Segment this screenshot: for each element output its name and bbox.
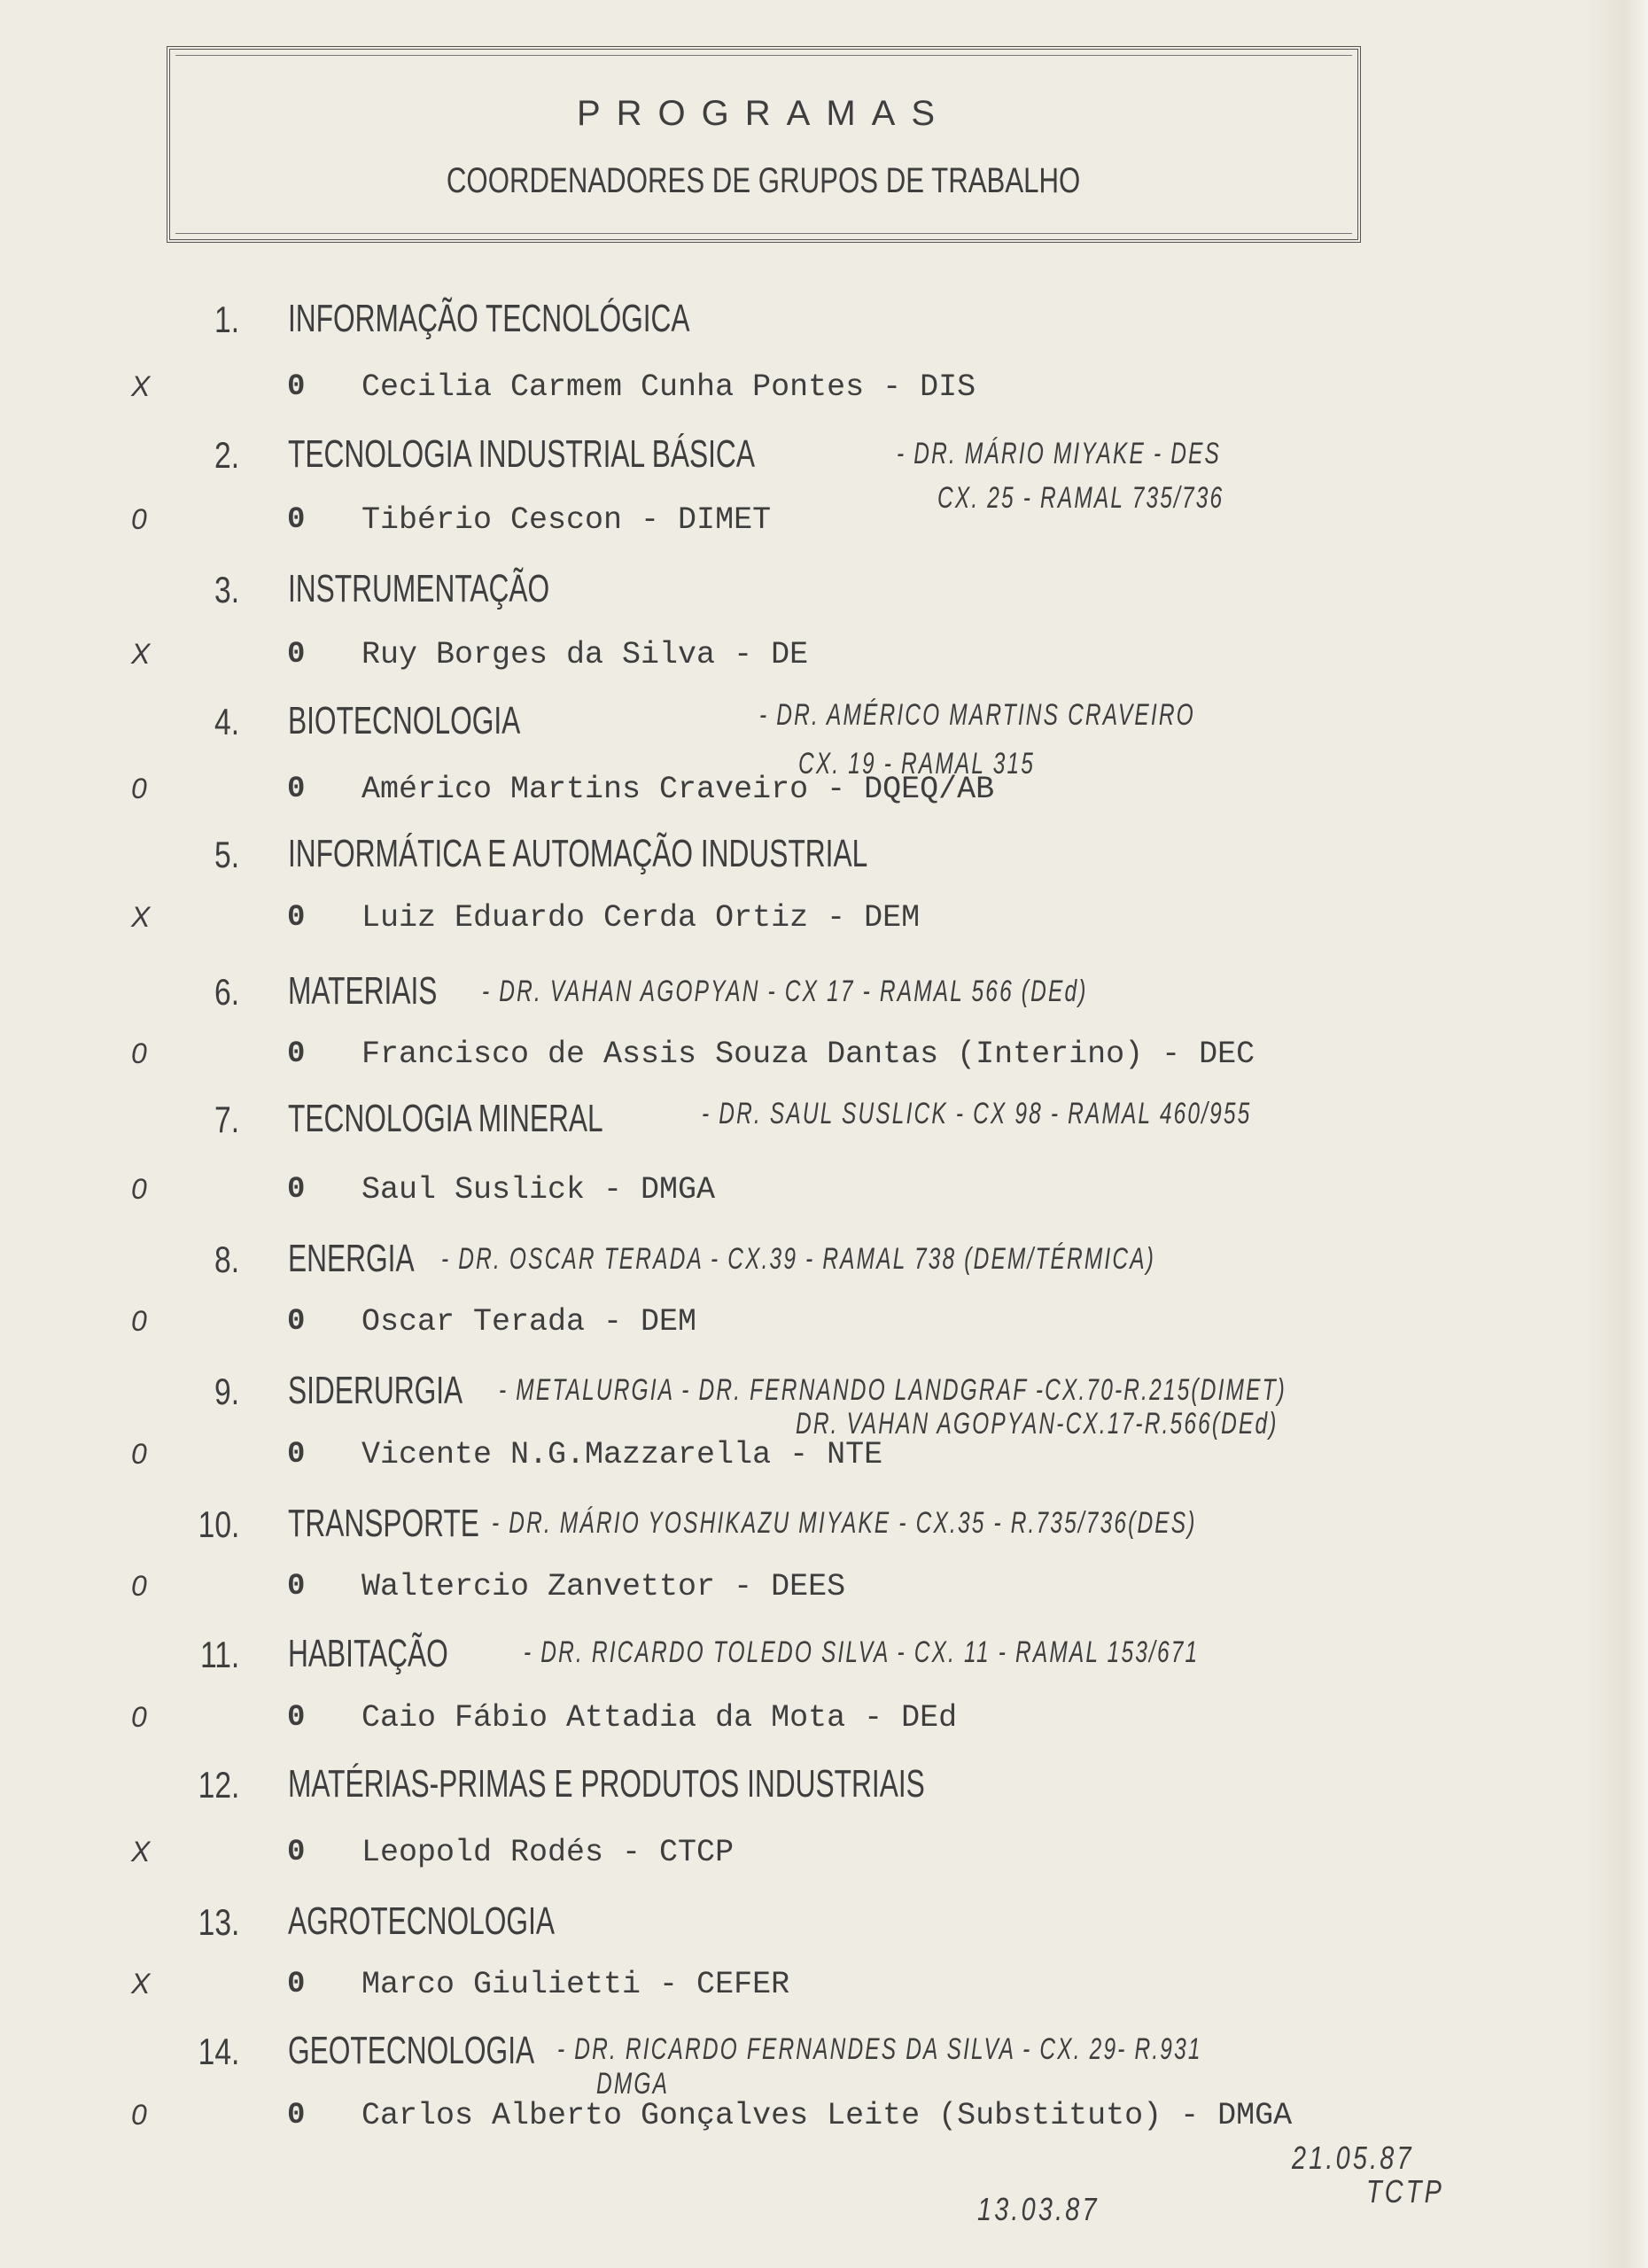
bullet-icon: 0: [287, 2099, 306, 2132]
coordinator-name: Ruy Borges da Silva - DE: [361, 637, 809, 672]
program-heading: SIDERURGIA: [288, 1369, 463, 1412]
coordinator-name: Marco Giulietti - CEFER: [361, 1967, 790, 2002]
item-number: [133, 1636, 239, 1674]
margin-mark: 0: [131, 1173, 147, 1205]
director-info: DR. VAHAN AGOPYAN-CX.17-R.566(DEd): [796, 1407, 1279, 1441]
program-heading: GEOTECNOLOGIA: [288, 2029, 535, 2072]
item-number-text: 13.: [198, 1901, 239, 1943]
item-number: [133, 1503, 239, 1545]
program-heading: TECNOLOGIA MINERAL: [288, 1097, 603, 1140]
item-number: [133, 1901, 239, 1943]
date-center: 13.03.87: [977, 2191, 1100, 2227]
page-title: PROGRAMAS: [576, 94, 952, 133]
item-number-text: 5.: [214, 834, 239, 875]
margin-mark: 0: [131, 1305, 147, 1337]
item-number-text: 9.: [214, 1371, 239, 1412]
item-number: [133, 836, 239, 874]
bullet-icon: 0: [287, 1968, 306, 2001]
director-info: - DR. OSCAR TERADA - CX.39 - RAMAL 738 (DEM/TÉRMICA): [441, 1242, 1156, 1276]
item-number-text: 6.: [214, 971, 239, 1013]
item-number-text: 1.: [214, 299, 239, 340]
coordinator-name: Luiz Eduardo Cerda Ortiz - DEM: [361, 900, 921, 936]
margin-mark: X: [131, 638, 151, 670]
item-number-text: 2.: [214, 434, 239, 476]
margin-mark: 0: [131, 2099, 147, 2131]
director-info: - DR. VAHAN AGOPYAN - CX 17 - RAMAL 566 (DEd): [482, 975, 1088, 1008]
director-info: - DR. RICARDO FERNANDES DA SILVA - CX. 29- R.931: [557, 2032, 1202, 2066]
item-number: [133, 971, 239, 1013]
item-number: [133, 1101, 239, 1138]
coordinator-name: Saul Suslick - DMGA: [361, 1172, 716, 1208]
item-number: [133, 1373, 239, 1410]
item-number: [133, 703, 239, 741]
margin-mark: 0: [131, 1701, 147, 1733]
margin-mark: 0: [131, 1037, 147, 1069]
bullet-icon: 0: [287, 1570, 306, 1604]
bullet-icon: 0: [287, 1305, 306, 1339]
coordinator-name: Cecilia Carmem Cunha Pontes - DIS: [361, 369, 976, 405]
item-number-text: 4.: [214, 701, 239, 742]
bullet-icon: 0: [287, 1173, 306, 1207]
item-number: [133, 571, 239, 609]
margin-mark: 0: [131, 503, 147, 535]
director-info: - DR. SAUL SUSLICK - CX 98 - RAMAL 460/955: [702, 1097, 1252, 1130]
item-number: [133, 1764, 239, 1806]
margin-mark: 0: [131, 1570, 147, 1602]
item-number: [133, 1241, 239, 1278]
program-heading: MATERIAIS: [288, 969, 438, 1013]
item-number-text: 7.: [214, 1099, 239, 1140]
program-heading: TECNOLOGIA INDUSTRIAL BÁSICA: [288, 432, 755, 476]
director-info: - DR. MÁRIO YOSHIKAZU MIYAKE - CX.35 - R.735/736(DES): [492, 1506, 1197, 1540]
bullet-icon: 0: [287, 1836, 306, 1869]
margin-mark: X: [131, 370, 151, 402]
coordinator-name: Carlos Alberto Gonçalves Leite (Substituto) - DMGA: [361, 2098, 1293, 2133]
item-number-text: 8.: [214, 1239, 239, 1280]
coordinator-name: Oscar Terada - DEM: [361, 1304, 697, 1340]
program-heading: TRANSPORTE: [288, 1502, 479, 1545]
bullet-icon: 0: [287, 370, 306, 404]
item-number-text: 14.: [198, 2031, 239, 2072]
bullet-icon: 0: [287, 901, 306, 935]
item-number: [133, 2033, 239, 2070]
item-number: [133, 434, 239, 476]
program-heading: INFORMAÇÃO TECNOLÓGICA: [288, 297, 690, 340]
margin-mark: 0: [131, 773, 147, 804]
item-number-text: 12.: [198, 1764, 239, 1806]
coordinator-name: Leopold Rodés - CTCP: [361, 1835, 735, 1870]
director-info: - DR. RICARDO TOLEDO SILVA - CX. 11 - RAMAL 153/671: [524, 1635, 1200, 1669]
program-heading: INFORMÁTICA E AUTOMAÇÃO INDUSTRIAL: [288, 832, 868, 875]
item-number-text: 10.: [198, 1503, 239, 1545]
coordinator-name: Waltercio Zanvettor - DEES: [361, 1569, 846, 1604]
program-heading: INSTRUMENTAÇÃO: [288, 567, 550, 610]
page-subtitle: COORDENADORES DE GRUPOS DE TRABALHO: [447, 161, 1081, 200]
director-info: - DR. AMÉRICO MARTINS CRAVEIRO: [759, 698, 1195, 732]
coordinator-name: Américo Martins Craveiro - DQEQ/AB: [361, 772, 995, 807]
header-box: [167, 46, 1361, 243]
bullet-icon: 0: [287, 1037, 306, 1071]
coordinator-name: Caio Fábio Attadia da Mota - DEd: [361, 1700, 958, 1736]
item-number: [133, 301, 239, 338]
bullet-icon: 0: [287, 1438, 306, 1472]
program-heading: AGROTECNOLOGIA: [288, 1899, 556, 1943]
program-heading: MATÉRIAS-PRIMAS E PRODUTOS INDUSTRIAIS: [288, 1762, 925, 1806]
date-right: 21.05.87: [1292, 2140, 1414, 2176]
bullet-icon: 0: [287, 503, 306, 537]
director-info: - METALURGIA - DR. FERNANDO LANDGRAF -CX.70-R.215(DIMET): [499, 1373, 1287, 1407]
program-heading: BIOTECNOLOGIA: [288, 699, 521, 742]
code-label: TCTP: [1366, 2173, 1444, 2210]
item-number-text: 3.: [214, 569, 239, 610]
director-info: DMGA: [596, 2067, 670, 2101]
coordinator-name: Vicente N.G.Mazzarella - NTE: [361, 1437, 883, 1472]
coordinator-name: Tibério Cescon - DIMET: [361, 502, 772, 538]
margin-mark: X: [131, 1968, 151, 2000]
program-heading: ENERGIA: [288, 1237, 415, 1280]
coordinator-name: Francisco de Assis Souza Dantas (Interino) - DEC: [361, 1037, 1255, 1072]
director-info: CX. 19 - RAMAL 315: [798, 747, 1036, 781]
margin-mark: 0: [131, 1438, 147, 1470]
bullet-icon: 0: [287, 1701, 306, 1735]
item-number-text: 11.: [199, 1634, 239, 1675]
page-edge: [1586, 0, 1648, 2268]
bullet-icon: 0: [287, 773, 306, 806]
bullet-icon: 0: [287, 638, 306, 672]
margin-mark: X: [131, 1836, 151, 1868]
director-info: CX. 25 - RAMAL 735/736: [937, 481, 1224, 515]
program-heading: HABITAÇÃO: [288, 1632, 448, 1675]
director-info: - DR. MÁRIO MIYAKE - DES: [897, 437, 1222, 470]
margin-mark: X: [131, 901, 151, 933]
